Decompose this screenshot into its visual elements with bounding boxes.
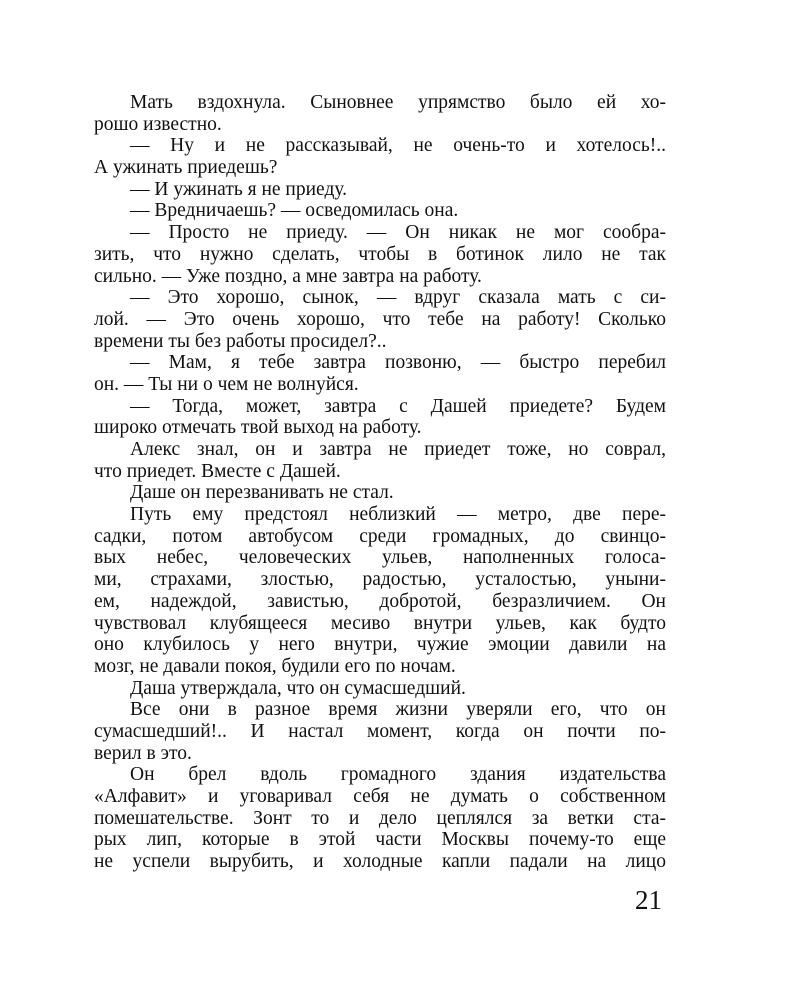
text-line: ми, страхами, злостью, радостью, усталостью, уныни- bbox=[94, 569, 666, 591]
text-line: Все они в разное время жизни уверяли его, что он bbox=[130, 699, 666, 721]
text-line: вых небес, человеческих ульев, наполненных голоса- bbox=[94, 547, 666, 569]
text-line: Он брел вдоль громадного здания издательства bbox=[130, 764, 666, 786]
text-line: Алекс знал, он и завтра не приедет тоже, но соврал, bbox=[130, 439, 666, 460]
text-line: широко отмечать твой выход на работу. bbox=[94, 417, 422, 439]
text-line: чувствовал клубящееся месиво внутри ульев, как будто bbox=[94, 612, 666, 634]
text-line: оно клубилось у него внутри, чужие эмоции давили на bbox=[94, 634, 666, 656]
text-line: садки, потом автобусом среди громадных, до свинцо- bbox=[94, 525, 666, 547]
text-line: рых лип, которые в этой части Москвы почему-то еще bbox=[94, 829, 666, 851]
text-line: — Тогда, может, завтра с Дашей приедете? Будем bbox=[130, 395, 666, 417]
text-line: Даше он перезванивать не стал. bbox=[130, 482, 394, 504]
text-line: времени ты без работы просидел?.. bbox=[94, 330, 387, 352]
text-line: не успели вырубить, и холодные капли падали на лицо bbox=[94, 851, 666, 873]
text-line: рошо известно. bbox=[94, 113, 222, 135]
text-line: «Алфавит» и уговаривал себя не думать о собственном bbox=[94, 786, 666, 807]
text-line: — И ужинать я не приеду. bbox=[130, 178, 348, 200]
text-line: — Вредничаешь? — осведомилась она. bbox=[130, 200, 459, 222]
text-line: что приедет. Вместе с Дашей. bbox=[94, 460, 341, 482]
text-line: Мать вздохнула. Сыновнее упрямство было ей хо- bbox=[130, 92, 666, 113]
text-line: верил в это. bbox=[94, 742, 192, 764]
text-line: лой. — Это очень хорошо, что тебе на работу! Сколько bbox=[94, 308, 666, 330]
text-line: сумасшедший!.. И настал момент, когда он почти по- bbox=[94, 720, 666, 742]
text-line: помешательстве. Зонт то и дело цеплялся за ветки ста- bbox=[94, 807, 666, 829]
text-line: Путь ему предстоял неблизкий — метро, две пере- bbox=[130, 504, 666, 526]
text-line: зить, что нужно сделать, чтобы в ботинок лило не так bbox=[94, 243, 666, 265]
text-line: он. — Ты ни о чем не волнуйся. bbox=[94, 373, 359, 395]
text-line: сильно. — Уже поздно, а мне завтра на работу. bbox=[94, 265, 482, 287]
text-line: — Просто не приеду. — Он никак не мог сообра- bbox=[130, 222, 666, 244]
page-number: 21 bbox=[635, 885, 662, 915]
body-text bbox=[94, 92, 666, 873]
text-line: ем, надеждой, завистью, добротой, безразличием. Он bbox=[94, 590, 666, 612]
text-line: А ужинать приедешь? bbox=[94, 157, 278, 179]
text-line: Даша утверждала, что он сумасшедший. bbox=[130, 677, 466, 699]
text-line: — Мам, я тебе завтра позвоню, — быстро перебил bbox=[130, 352, 666, 374]
text-line: мозг, не давали покоя, будили его по ночам. bbox=[94, 655, 456, 677]
text-line: — Это хорошо, сынок, — вдруг сказала мать с си- bbox=[130, 287, 666, 309]
text-line: — Ну и не рассказывай, не очень-то и хотелось!.. bbox=[130, 135, 666, 157]
